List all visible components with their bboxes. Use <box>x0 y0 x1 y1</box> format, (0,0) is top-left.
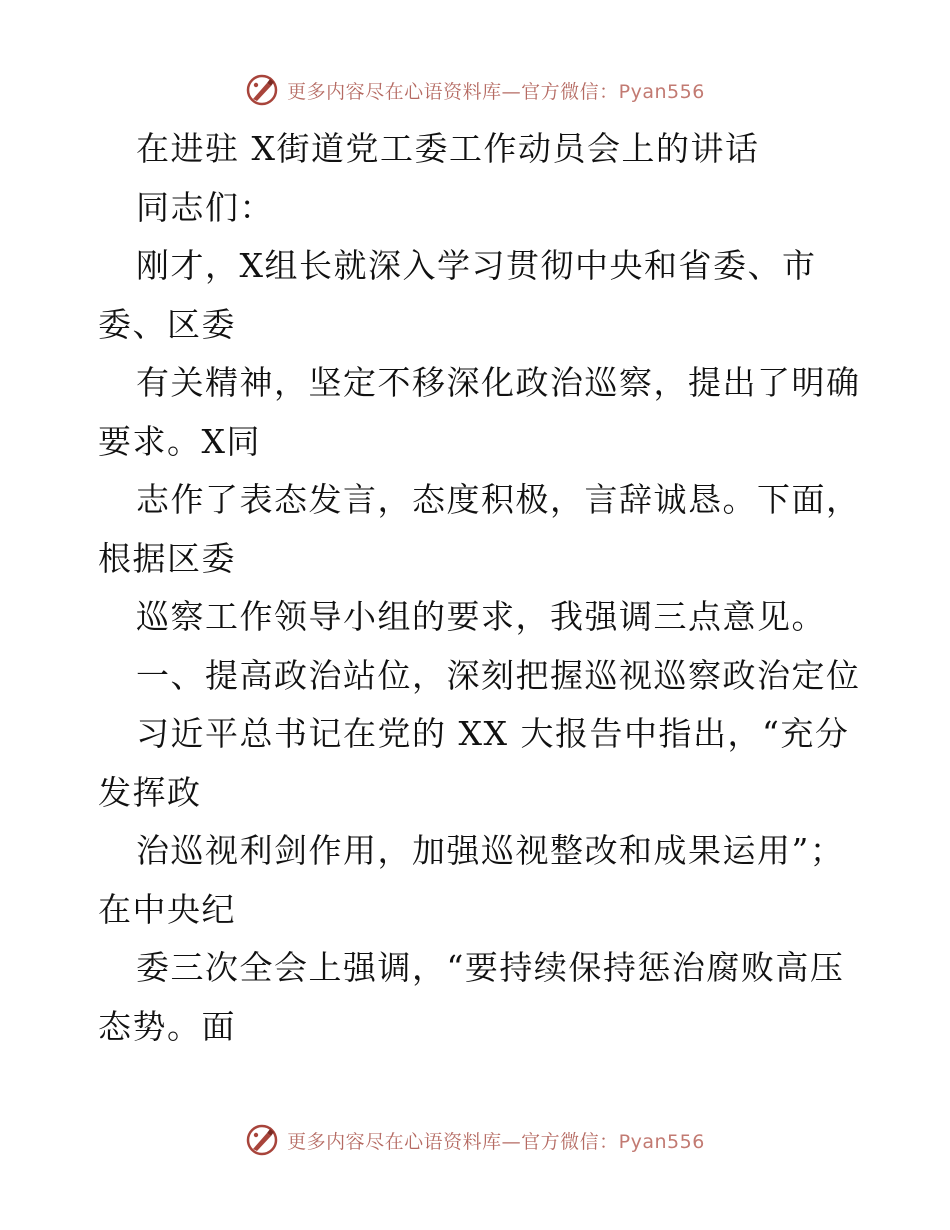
paragraph-line: 刚才，X组长就深入学习贯彻中央和省委、市 <box>136 246 817 285</box>
paragraph-line: 巡察工作领导小组的要求，我强调三点意见。 <box>136 597 826 636</box>
paragraph-line: 委、区委 <box>98 304 236 344</box>
paragraph-line: 习近平总书记在党的 XX 大报告中指出，“充分 <box>136 714 850 753</box>
section-heading: 一、提高政治站位，深刻把握巡视巡察政治定位 <box>136 655 861 695</box>
salutation: 同志们： <box>136 187 274 227</box>
paragraph-line: 在中央纪 <box>98 889 236 929</box>
paragraph-line: 态势。面 <box>98 1006 236 1046</box>
wechat-id: Pyan556 <box>618 80 705 103</box>
banner-text: 更多内容尽在心语资料库—官方微信： <box>287 80 619 103</box>
document-body <box>98 120 861 1056</box>
document-title: 在进驻 X街道党工委工作动员会上的讲话 <box>136 129 760 168</box>
paragraph-line: 治巡视利剑作用，加强巡视整改和成果运用”； <box>136 831 845 870</box>
footer-watermark-banner <box>0 1120 950 1160</box>
wechat-id: Pyan556 <box>618 1130 705 1153</box>
paragraph-line: 有关精神，坚定不移深化政治巡察，提出了明确 <box>136 363 861 402</box>
pen-logo-icon <box>245 1123 279 1157</box>
paragraph-line: 要求。X同 <box>98 421 261 461</box>
banner-text: 更多内容尽在心语资料库—官方微信： <box>287 1130 619 1153</box>
paragraph-line: 委三次全会上强调，“要持续保持惩治腐败高压 <box>136 948 845 987</box>
pen-logo-icon <box>245 73 279 107</box>
paragraph-line: 发挥政 <box>98 772 202 812</box>
paragraph-line: 根据区委 <box>98 538 236 578</box>
paragraph-line: 志作了表态发言，态度积极，言辞诚恳。下面， <box>136 480 861 519</box>
header-watermark-banner <box>0 70 950 110</box>
